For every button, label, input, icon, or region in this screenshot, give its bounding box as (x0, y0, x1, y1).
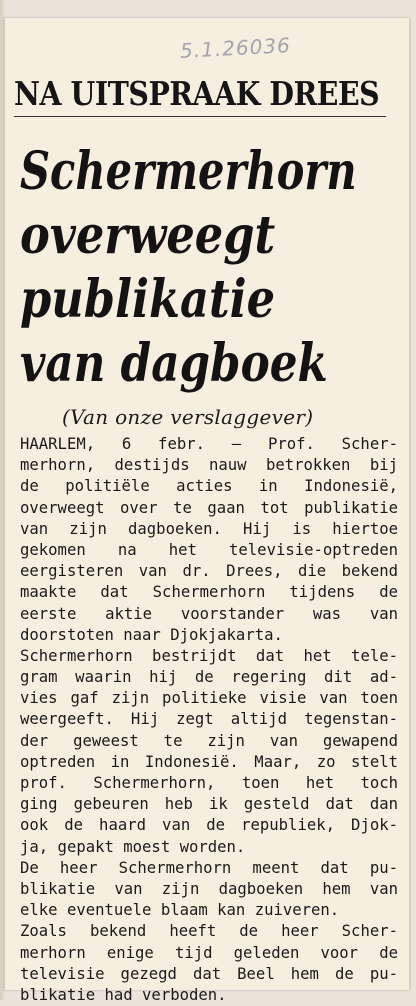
article-line: televisie gezegd dat Beel hem de pu- (20, 964, 398, 983)
headline-line: publikatie (20, 269, 276, 330)
article-line: ja, gepakt moest worden. (20, 837, 246, 856)
article-line: Zoals bekend heeft de heer Scher- (20, 922, 398, 941)
article-line: merhorn, destijds nauw betrokken bij (20, 456, 398, 475)
article-line: elke eventuele blaam kan zuiveren. (20, 901, 340, 920)
date-stamp: 5.1.26036 (179, 33, 292, 63)
main-headline (20, 140, 400, 396)
article-line: gekomen na het televisie-optreden (20, 540, 398, 559)
article-line: blikatie van zijn dagboeken hem van (20, 879, 398, 898)
article-line: optreden in Indonesië. Maar, zo stelt (20, 752, 398, 771)
headline-line: overweegt (20, 205, 276, 266)
article-line: van zijn dagboeken. Hij is hiertoe (20, 519, 398, 538)
article-line: doorstoten naar Djokjakarta. (20, 625, 283, 644)
article-line: merhorn enige tijd geleden voor de (20, 943, 398, 962)
article-line: overweegt over te gaan tot publikatie (20, 498, 398, 517)
article-line: De heer Schermerhorn meent dat pu- (20, 858, 398, 877)
headline-line: Schermerhorn (20, 141, 357, 202)
article-body (20, 434, 398, 1006)
article-line: prof. Schermerhorn, toen het toch (20, 774, 398, 792)
headline-line: van dagboek (20, 333, 328, 394)
article-line: blikatie had verboden. (20, 985, 227, 1004)
article-line: vies gaf zijn politieke visie van toen (20, 689, 398, 708)
article-line: eergisteren van dr. Drees, die bekend (20, 562, 398, 581)
article-line: maakte dat Schermerhorn tijdens de (20, 583, 398, 602)
article-line: ook de haard van de republiek, Djok- (20, 816, 398, 835)
article-line: Schermerhorn bestrijdt dat het tele- (20, 646, 398, 665)
kicker-headline: NA UITSPRAAK DREES (14, 74, 380, 113)
article-line: weergeeft. Hij zegt altijd tegenstan- (20, 710, 398, 729)
kicker-rule (14, 116, 386, 117)
article-line: der geweest te zijn van gewapend (20, 731, 398, 750)
article-line: ging gebeuren heb ik gesteld dat dan (20, 795, 398, 814)
article-line: de politiële acties in Indonesië, (20, 477, 398, 496)
article-line: gram waarin hij de regering dit ad- (20, 668, 398, 687)
article-line: HAARLEM, 6 febr. — Prof. Scher- (20, 435, 398, 453)
article-line: eerste aktie voorstander was van (20, 604, 398, 623)
byline: (Van onze verslaggever) (62, 405, 314, 429)
